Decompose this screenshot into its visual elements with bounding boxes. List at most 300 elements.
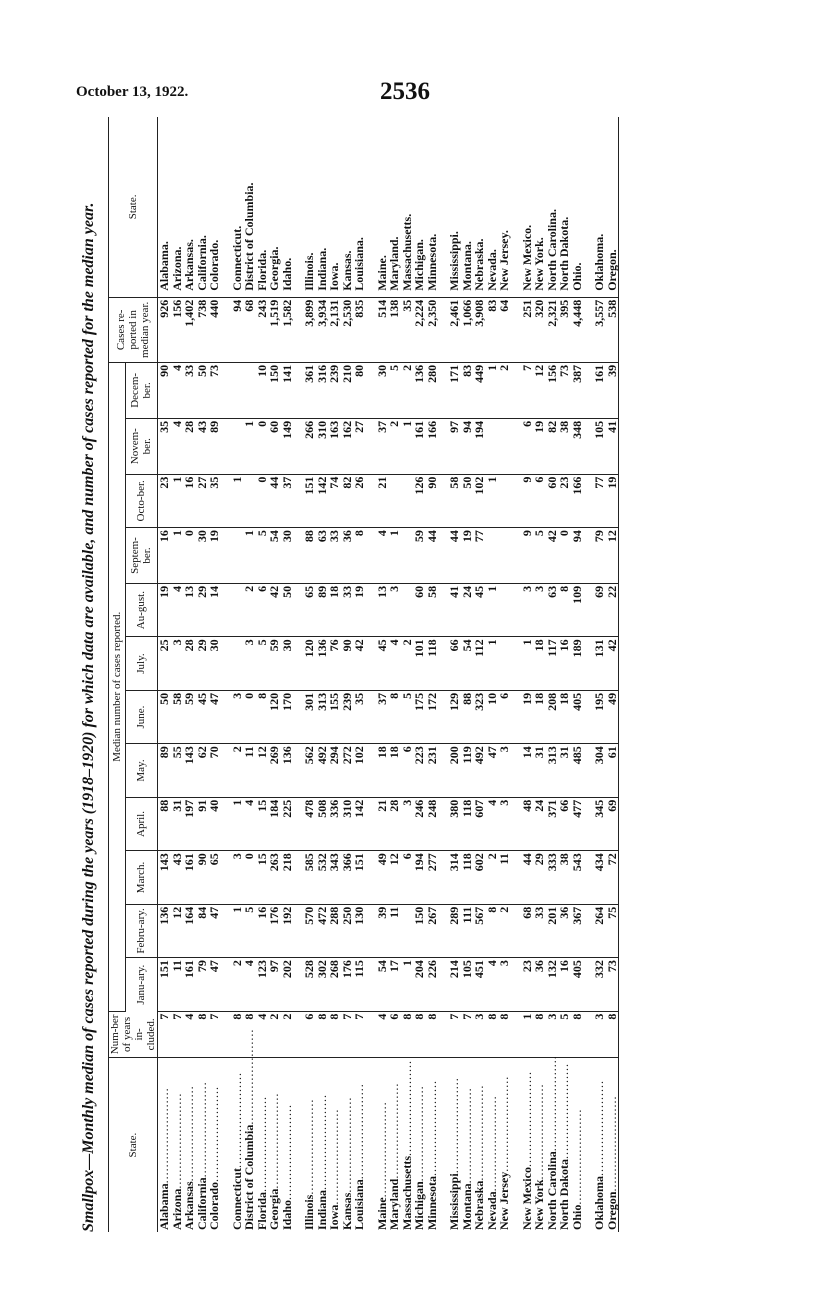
state-name: Iowa	[327, 1204, 341, 1230]
cases-cell: 440	[208, 297, 221, 362]
cases-cell: 1,519	[268, 297, 281, 362]
month-cell: 24	[533, 797, 546, 850]
month-cell: 266	[303, 418, 316, 474]
state-name: Arkansas	[182, 1181, 196, 1230]
spacer-cell	[366, 418, 376, 474]
state-right-cell: North Dakota.	[558, 117, 571, 297]
state-right-cell: New Mexico.	[521, 117, 534, 297]
month-cell: 45	[196, 690, 209, 743]
month-cell: 88	[158, 797, 171, 850]
month-cell: 18	[376, 744, 389, 797]
month-cell: 1	[486, 474, 499, 527]
spacer-cell	[511, 117, 521, 297]
month-cell	[486, 418, 499, 474]
month-cell: 4	[388, 637, 401, 690]
month-cell: 111	[461, 904, 474, 957]
month-cell: 171	[448, 362, 461, 418]
month-cell: 89	[208, 418, 221, 474]
month-cell: 136	[413, 362, 426, 418]
month-cell: 163	[328, 418, 341, 474]
month-cell: 12	[388, 851, 401, 904]
month-cell: 90	[341, 637, 354, 690]
cases-cell: 2,350	[426, 297, 439, 362]
state-right-cell: District of Columbia.	[243, 117, 256, 297]
month-cell: 194	[473, 418, 486, 474]
month-cell: 225	[281, 797, 294, 850]
leader-dots: ........................	[254, 1096, 269, 1192]
spacer-cell	[221, 797, 231, 850]
years-cell: 7	[158, 1011, 171, 1058]
month-cell: 310	[341, 797, 354, 850]
month-cell: 478	[303, 797, 316, 850]
month-cell: 336	[328, 797, 341, 850]
spacer-cell	[511, 637, 521, 690]
month-cell: 2	[498, 362, 511, 418]
leader-dots: ........................	[339, 1096, 354, 1193]
col-month: June.	[125, 690, 157, 743]
state-name: Mississippi	[447, 1173, 461, 1230]
month-cell: 184	[268, 797, 281, 850]
month-cell: 30	[281, 637, 294, 690]
month-cell: 33	[328, 528, 341, 584]
month-cell: 2	[243, 583, 256, 636]
state-name: Oregon	[604, 1191, 619, 1230]
month-cell: 50	[281, 583, 294, 636]
month-cell: 120	[303, 637, 316, 690]
cases-cell: 2,530	[341, 297, 354, 362]
table-row	[303, 117, 316, 1232]
leader-dots: ........................	[374, 1101, 389, 1198]
years-cell: 5	[558, 1011, 571, 1058]
spacer-cell	[366, 117, 376, 297]
month-cell: 4	[243, 797, 256, 850]
leader-dots: ........................	[194, 1081, 209, 1178]
month-cell: 73	[208, 362, 221, 418]
month-cell: 16	[256, 904, 269, 957]
month-cell: 6	[401, 851, 414, 904]
month-cell: 361	[303, 362, 316, 418]
leader-dots: ........................	[314, 1093, 329, 1190]
years-cell: 8	[413, 1011, 426, 1058]
month-cell: 6	[533, 474, 546, 527]
month-cell: 42	[353, 637, 366, 690]
leader-dots: ........................	[169, 1092, 184, 1189]
month-cell: 97	[448, 418, 461, 474]
month-cell: 17	[388, 958, 401, 1011]
state-cell	[606, 1058, 619, 1232]
state-name: North Carolina	[544, 1151, 559, 1230]
state-right-cell: Arizona.	[171, 117, 184, 297]
month-cell: 162	[341, 418, 354, 474]
month-cell: 132	[546, 958, 559, 1011]
month-cell: 30	[196, 528, 209, 584]
month-cell: 42	[606, 637, 619, 690]
month-cell: 2	[486, 851, 499, 904]
month-cell: 29	[196, 583, 209, 636]
month-cell: 214	[448, 958, 461, 1011]
month-cell: 200	[448, 744, 461, 797]
month-cell: 4	[171, 362, 184, 418]
state-right-cell: Montana.	[461, 117, 474, 297]
years-cell: 3	[593, 1011, 606, 1058]
month-cell: 161	[183, 958, 196, 1011]
month-cell: 1	[388, 528, 401, 584]
table-row	[606, 117, 619, 1232]
month-cell: 142	[353, 797, 366, 850]
month-cell: 68	[521, 904, 534, 957]
month-cell: 60	[546, 474, 559, 527]
page-number: 2536	[380, 78, 430, 105]
month-cell: 112	[473, 637, 486, 690]
month-cell: 35	[353, 690, 366, 743]
table-row	[243, 117, 256, 1232]
month-cell: 1	[521, 637, 534, 690]
leader-dots: ........................	[182, 1085, 196, 1182]
spacer-cell	[221, 637, 231, 690]
month-cell: 12	[606, 528, 619, 584]
month-cell: 102	[353, 744, 366, 797]
month-cell: 6	[401, 744, 414, 797]
state-name: Indiana	[314, 1189, 329, 1230]
month-cell: 570	[303, 904, 316, 957]
spacer-cell	[221, 690, 231, 743]
spacer-cell	[221, 528, 231, 584]
month-cell	[231, 362, 244, 418]
month-cell: 50	[461, 474, 474, 527]
table-row	[158, 117, 171, 1232]
years-cell: 7	[353, 1011, 366, 1058]
month-cell	[486, 528, 499, 584]
month-cell: 3	[401, 797, 414, 850]
month-cell: 31	[533, 744, 546, 797]
month-cell: 294	[328, 744, 341, 797]
cases-cell: 64	[498, 297, 511, 362]
state-right-cell: Mississippi.	[448, 117, 461, 297]
cases-cell: 4,448	[571, 297, 584, 362]
month-cell: 44	[521, 851, 534, 904]
state-name: Montana	[459, 1183, 474, 1230]
month-cell: 316	[316, 362, 329, 418]
years-cell: 7	[461, 1011, 474, 1058]
spacer-cell	[511, 744, 521, 797]
state-name: Nebraska	[472, 1180, 486, 1230]
month-cell: 189	[571, 637, 584, 690]
month-cell: 115	[353, 958, 366, 1011]
col-month: Decem-ber.	[125, 362, 157, 418]
month-cell: 6	[498, 690, 511, 743]
month-cell: 11	[243, 744, 256, 797]
month-cell: 166	[426, 418, 439, 474]
month-cell: 25	[158, 637, 171, 690]
month-cell: 59	[183, 690, 196, 743]
spacer-cell	[221, 474, 231, 527]
month-cell: 12	[171, 904, 184, 957]
month-cell: 54	[376, 958, 389, 1011]
month-cell: 567	[473, 904, 486, 957]
month-cell: 201	[546, 904, 559, 957]
month-cell: 176	[341, 958, 354, 1011]
cases-cell: 3,908	[473, 297, 486, 362]
month-cell: 118	[461, 797, 474, 850]
month-cell: 18	[558, 690, 571, 743]
month-cell: 22	[606, 583, 619, 636]
month-cell: 14	[521, 744, 534, 797]
month-cell: 75	[606, 904, 619, 957]
table-row	[183, 117, 196, 1232]
month-cell: 131	[593, 637, 606, 690]
month-cell: 19	[606, 474, 619, 527]
state-cell	[208, 1058, 221, 1232]
month-cell: 30	[281, 528, 294, 584]
month-cell: 14	[208, 583, 221, 636]
month-cell: 10	[256, 362, 269, 418]
cases-cell: 926	[158, 297, 171, 362]
smallpox-table	[108, 117, 619, 1232]
state-right-cell: Indiana.	[316, 117, 329, 297]
leader-dots: ........................	[399, 1060, 414, 1156]
cases-cell: 94	[231, 297, 244, 362]
month-cell: 19	[461, 528, 474, 584]
month-cell: 289	[448, 904, 461, 957]
table-row	[208, 117, 221, 1232]
month-cell: 4	[376, 528, 389, 584]
cases-cell: 243	[256, 297, 269, 362]
month-cell: 41	[606, 418, 619, 474]
month-cell	[498, 583, 511, 636]
state-right-cell: Maine.	[376, 117, 389, 297]
month-cell: 73	[558, 362, 571, 418]
month-cell: 150	[413, 904, 426, 957]
month-cell: 54	[461, 637, 474, 690]
month-cell: 109	[571, 583, 584, 636]
month-cell: 11	[498, 851, 511, 904]
state-name: Illinois	[302, 1194, 316, 1230]
month-cell: 264	[593, 904, 606, 957]
state-name: Florida	[254, 1192, 269, 1230]
cases-cell: 3,557	[593, 297, 606, 362]
month-cell: 19	[521, 690, 534, 743]
month-cell: 23	[521, 958, 534, 1011]
state-right-cell: Louisiana.	[353, 117, 366, 297]
month-cell: 130	[353, 904, 366, 957]
month-cell: 5	[243, 904, 256, 957]
month-cell: 3	[498, 744, 511, 797]
month-cell: 11	[171, 958, 184, 1011]
month-cell: 49	[376, 851, 389, 904]
month-cell: 59	[268, 637, 281, 690]
month-cell: 82	[546, 418, 559, 474]
table-row	[413, 117, 426, 1232]
spacer-cell	[511, 474, 521, 527]
col-month: Octo-ber.	[125, 474, 157, 527]
spacer-cell	[511, 528, 521, 584]
month-cell	[388, 474, 401, 527]
state-cell	[281, 1058, 294, 1232]
month-cell: 30	[376, 362, 389, 418]
month-cell: 126	[413, 474, 426, 527]
month-cell: 141	[281, 362, 294, 418]
leader-dots: ........................	[207, 1086, 221, 1182]
state-right-cell: Oklahoma.	[593, 117, 606, 297]
spacer-cell	[511, 958, 521, 1011]
month-cell: 343	[328, 851, 341, 904]
month-cell: 3	[498, 797, 511, 850]
years-cell: 6	[303, 1011, 316, 1058]
month-cell: 0	[256, 474, 269, 527]
month-cell: 16	[558, 637, 571, 690]
state-right-cell: Georgia.	[268, 117, 281, 297]
month-cell: 3	[171, 637, 184, 690]
month-cell: 1	[486, 583, 499, 636]
month-cell: 90	[196, 851, 209, 904]
month-cell: 218	[281, 851, 294, 904]
years-cell: 4	[256, 1011, 269, 1058]
cases-cell: 2,321	[546, 297, 559, 362]
month-cell: 59	[413, 528, 426, 584]
month-cell: 94	[461, 418, 474, 474]
spacer-cell	[511, 690, 521, 743]
years-cell: 8	[498, 1011, 511, 1058]
month-cell: 123	[256, 958, 269, 1011]
col-state-right: State.	[109, 117, 158, 297]
month-cell: 195	[593, 690, 606, 743]
month-cell: 105	[593, 418, 606, 474]
spacer-cell	[511, 1011, 521, 1058]
state-right-cell: Illinois.	[303, 117, 316, 297]
month-cell: 23	[558, 474, 571, 527]
table-row	[593, 117, 606, 1232]
spacer-cell	[366, 1011, 376, 1058]
month-cell: 0	[243, 690, 256, 743]
month-cell: 192	[281, 904, 294, 957]
leader-dots: ........................	[229, 1072, 244, 1168]
years-cell: 8	[243, 1011, 256, 1058]
month-cell: 4	[171, 583, 184, 636]
col-month: Janu-ary.	[125, 958, 157, 1011]
spacer-cell	[511, 851, 521, 904]
month-cell: 5	[388, 362, 401, 418]
month-cell: 11	[388, 904, 401, 957]
spacer-cell	[221, 851, 231, 904]
month-cell	[498, 474, 511, 527]
month-cell: 607	[473, 797, 486, 850]
years-cell: 7	[448, 1011, 461, 1058]
month-cell: 472	[316, 904, 329, 957]
spacer-cell	[221, 117, 231, 297]
month-cell: 267	[426, 904, 439, 957]
col-group-median: Median number of cases reported.	[109, 362, 126, 1011]
month-cell: 1	[231, 904, 244, 957]
state-name: California	[194, 1177, 209, 1230]
state-name: Kansas	[339, 1192, 354, 1230]
month-cell: 73	[606, 958, 619, 1011]
years-cell: 7	[171, 1011, 184, 1058]
table-row	[281, 117, 294, 1232]
cases-cell: 3,934	[316, 297, 329, 362]
state-right-cell: Oregon.	[606, 117, 619, 297]
month-cell: 8	[256, 690, 269, 743]
month-cell: 543	[571, 851, 584, 904]
years-cell: 8	[571, 1011, 584, 1058]
years-cell: 3	[473, 1011, 486, 1058]
cases-cell: 835	[353, 297, 366, 362]
table-row	[426, 117, 439, 1232]
month-cell: 58	[448, 474, 461, 527]
month-cell: 492	[316, 744, 329, 797]
state-right-cell: Arkansas.	[183, 117, 196, 297]
col-cases: Cases re-ported in median year.	[109, 297, 158, 362]
month-cell: 333	[546, 851, 559, 904]
month-cell: 16	[558, 958, 571, 1011]
month-cell: 6	[256, 583, 269, 636]
spacer-cell	[511, 362, 521, 418]
state-right-cell: Minnesota.	[426, 117, 439, 297]
month-cell: 102	[473, 474, 486, 527]
month-cell: 69	[606, 797, 619, 850]
month-cell: 37	[376, 690, 389, 743]
leader-dots: ........................	[592, 1079, 606, 1176]
month-cell: 277	[426, 851, 439, 904]
month-cell: 263	[268, 851, 281, 904]
month-cell: 42	[546, 528, 559, 584]
month-cell: 239	[328, 362, 341, 418]
spacer-cell	[366, 583, 376, 636]
spacer-cell	[511, 904, 521, 957]
cases-cell: 320	[533, 297, 546, 362]
spacer-cell	[366, 851, 376, 904]
month-cell: 143	[183, 744, 196, 797]
month-cell: 65	[208, 851, 221, 904]
table-row	[353, 117, 366, 1232]
month-cell: 4	[486, 797, 499, 850]
month-cell: 48	[521, 797, 534, 850]
month-cell: 1	[486, 362, 499, 418]
month-cell: 40	[208, 797, 221, 850]
state-name: Maine	[374, 1197, 389, 1230]
month-cell: 176	[268, 904, 281, 957]
month-cell: 332	[593, 958, 606, 1011]
month-cell: 313	[546, 744, 559, 797]
month-cell: 2	[388, 418, 401, 474]
cases-cell: 1,066	[461, 297, 474, 362]
month-cell: 69	[593, 583, 606, 636]
month-cell: 161	[183, 851, 196, 904]
state-name: District of Columbia	[242, 1124, 256, 1230]
month-cell	[498, 528, 511, 584]
state-right-cell: Nevada.	[486, 117, 499, 297]
month-cell: 4	[243, 958, 256, 1011]
month-cell: 204	[413, 958, 426, 1011]
month-cell: 15	[256, 851, 269, 904]
state-right-cell: Iowa.	[328, 117, 341, 297]
month-cell: 63	[546, 583, 559, 636]
cases-cell: 83	[486, 297, 499, 362]
month-cell: 21	[376, 797, 389, 850]
month-cell: 268	[328, 958, 341, 1011]
month-cell: 532	[316, 851, 329, 904]
month-cell: 1	[486, 637, 499, 690]
leader-dots: ........................	[424, 1080, 439, 1176]
col-state: State.	[109, 1058, 158, 1232]
state-name: Alabama	[157, 1183, 171, 1230]
leader-dots: ........................	[387, 1082, 401, 1179]
month-cell: 371	[546, 797, 559, 850]
month-cell	[243, 362, 256, 418]
month-cell: 101	[413, 637, 426, 690]
state-right-cell: Connecticut.	[231, 117, 244, 297]
month-cell: 170	[281, 690, 294, 743]
spacer-cell	[366, 297, 376, 362]
